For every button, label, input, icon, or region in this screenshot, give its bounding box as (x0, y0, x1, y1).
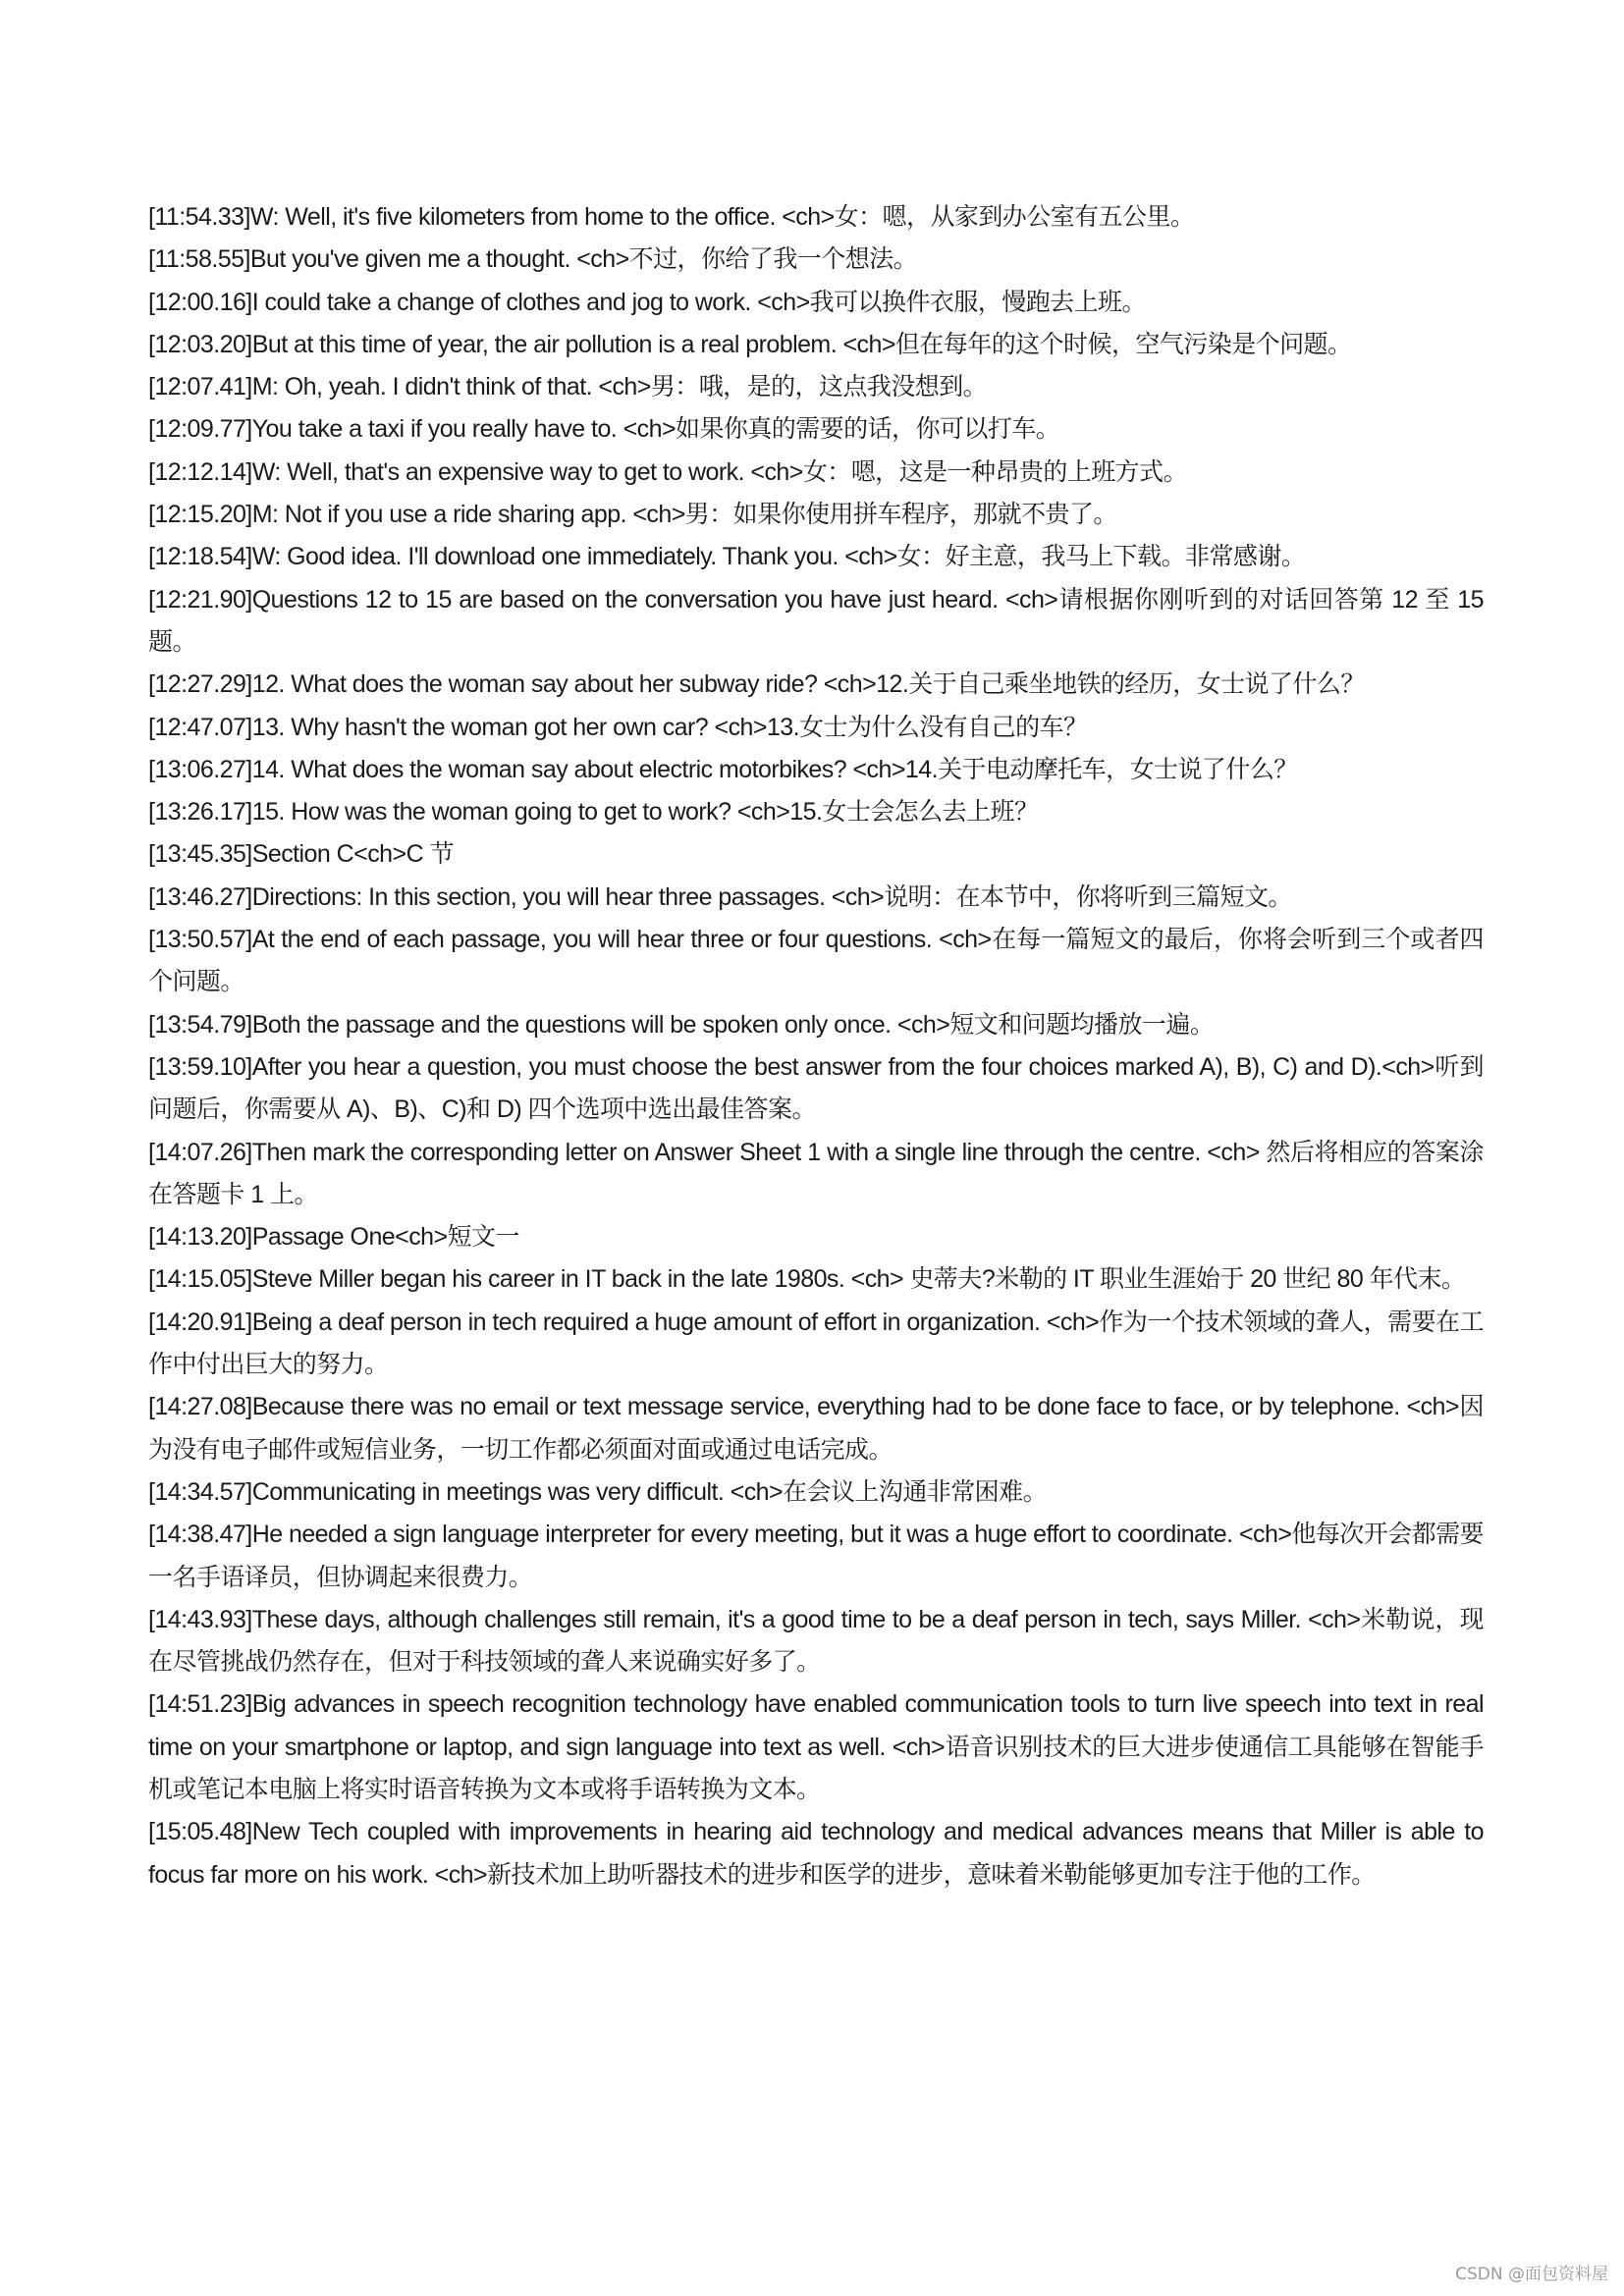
transcript-entry (148, 494, 1484, 536)
transcript-entry (148, 707, 1484, 749)
english-text: New Tech coupled with improvements in hearing aid technology and medical advances means that Miller is able to focus far more on his work. (148, 1818, 1484, 1889)
timestamp: [14:07.26] (148, 1138, 252, 1166)
timestamp: [11:54.33] (148, 203, 250, 231)
chinese-text: 米勒说，现在尽管挑战仍然存在，但对于科技领域的聋人来说确实好多了。 (148, 1605, 1484, 1677)
chinese-text: 史蒂夫?米勒的 IT 职业生涯始于 20 世纪 80 年代末。 (903, 1265, 1466, 1294)
chinese-text: 女：嗯，从家到办公室有五公里。 (834, 203, 1195, 231)
timestamp: [12:07.41] (148, 373, 252, 401)
chinese-text: 在会议上沟通非常困难。 (783, 1477, 1048, 1506)
timestamp: [14:20.91] (148, 1308, 252, 1336)
english-text: W: Good idea. I'll download one immediately. Thank you. (251, 543, 845, 571)
ch-tag: <ch> (852, 755, 905, 783)
transcript-entry (148, 452, 1484, 494)
chinese-text: 新技术加上助听器技术的进步和医学的进步，意味着米勒能够更加专注于他的工作。 (487, 1860, 1376, 1889)
english-text: Passage One (251, 1223, 396, 1252)
ch-tag: <ch> (714, 713, 767, 741)
transcript-entry (148, 1046, 1484, 1132)
timestamp: [14:51.23] (148, 1690, 252, 1719)
ch-tag: <ch> (434, 1860, 488, 1889)
ch-tag: <ch> (353, 840, 406, 869)
timestamp: [12:00.16] (148, 288, 252, 316)
timestamp: [15:05.48] (148, 1818, 252, 1846)
ch-tag: <ch> (1381, 1052, 1435, 1081)
transcript-entry (148, 366, 1484, 408)
ch-tag: <ch> (842, 330, 895, 358)
timestamp: [14:15.05] (148, 1265, 252, 1294)
transcript-entry (148, 579, 1484, 665)
transcript-entry (148, 1386, 1484, 1471)
english-text: He needed a sign language interpreter for every meeting, but it was a huge effort to coordinate. (251, 1521, 1239, 1549)
english-text: Directions: In this section, you will hear three passages. (251, 882, 832, 911)
chinese-text: 女：好主意，我马上下载。非常感谢。 (896, 543, 1306, 571)
transcript-entry (148, 1302, 1484, 1387)
english-text: M: Not if you use a ride sharing app. (251, 501, 633, 529)
ch-tag: <ch> (623, 415, 676, 444)
chinese-text: C 节 (406, 840, 454, 869)
transcript-entry (148, 1514, 1484, 1599)
ch-tag: <ch> (1406, 1393, 1459, 1421)
english-text: I could take a change of clothes and jog to work. (251, 288, 758, 316)
english-text: At the end of each passage, you will hear three or four questions. (251, 926, 940, 954)
ch-tag: <ch> (598, 373, 651, 401)
transcript-entry (148, 239, 1484, 281)
transcript-entry (148, 664, 1484, 706)
timestamp: [13:59.10] (148, 1052, 252, 1081)
ch-tag: <ch> (736, 798, 790, 827)
watermark: CSDN @面包资料屋 (1455, 2265, 1608, 2284)
chinese-text: 他每次开会都需要一名手语译员，但协调起来很费力。 (148, 1521, 1485, 1591)
english-text: 12. What does the woman say about her subway ride? (251, 670, 824, 699)
timestamp: [12:12.14] (148, 457, 252, 486)
english-text: Then mark the corresponding letter on Answer Sheet 1 with a single line through the centre. (251, 1138, 1208, 1166)
timestamp: [13:26.17] (148, 798, 252, 827)
transcript-entry (148, 536, 1484, 578)
english-text: These days, although challenges still remain, it's a good time to be a deaf person in tech, says Miller. (251, 1605, 1309, 1633)
chinese-text: 在每一篇短文的最后，你将会听到三个或者四个问题。 (148, 926, 1484, 996)
transcript-entry (148, 1132, 1484, 1217)
english-text: Big advances in speech recognition technology have enabled communication tools to turn live speech into text in real time on your smartphone or laptop, and sign language into text as well. (148, 1690, 1484, 1761)
transcript-entry (148, 282, 1484, 324)
transcript-entry (148, 833, 1484, 876)
english-text: Being a deaf person in tech required a huge amount of effort in organization. (251, 1308, 1047, 1336)
chinese-text: 请根据你刚听到的对话回答第 12 至 15 题。 (148, 585, 1484, 656)
transcript-entry (148, 1258, 1484, 1301)
transcript-entry (148, 749, 1484, 791)
timestamp: [12:15.20] (148, 501, 252, 529)
english-text: W: Well, that's an expensive way to get to work. (251, 457, 751, 486)
timestamp: [13:46.27] (148, 882, 252, 911)
timestamp: [11:58.55] (148, 245, 250, 274)
timestamp: [14:13.20] (148, 1223, 252, 1252)
ch-tag: <ch> (395, 1223, 448, 1252)
transcript-page (148, 196, 1484, 1896)
english-text: Communicating in meetings was very difficult. (251, 1477, 731, 1506)
chinese-text: 14.关于电动摩托车，女士说了什么？ (904, 755, 1298, 783)
ch-tag: <ch> (782, 203, 835, 231)
chinese-text: 短文和问题均播放一遍。 (949, 1010, 1215, 1039)
timestamp: [12:03.20] (148, 330, 252, 358)
english-text: But you've given me a thought. (249, 245, 577, 274)
chinese-text: 如果你真的需要的话，你可以打车。 (676, 415, 1060, 444)
english-text: W: Well, it's five kilometers from home to the office. (249, 203, 783, 231)
chinese-text: 听到问题后，你需要从 A)、B)、C)和 D) 四个选项中选出最佳答案。 (148, 1052, 1484, 1124)
transcript-entry (148, 196, 1484, 239)
english-text: M: Oh, yeah. I didn't think of that. (251, 373, 599, 401)
transcript-entry (148, 324, 1484, 366)
timestamp: [13:54.79] (148, 1010, 252, 1039)
timestamp: [13:06.27] (148, 755, 252, 783)
chinese-text: 男：哦，是的，这点我没想到。 (650, 373, 988, 401)
ch-tag: <ch> (632, 501, 685, 529)
transcript-entry (148, 1599, 1484, 1684)
ch-tag: <ch> (757, 288, 810, 316)
chinese-text: 女：嗯，这是一种昂贵的上班方式。 (802, 457, 1188, 486)
ch-tag: <ch> (850, 1265, 904, 1294)
timestamp: [13:50.57] (148, 926, 252, 954)
chinese-text: 说明：在本节中，你将听到三篇短文。 (884, 882, 1292, 911)
ch-tag: <ch> (1207, 1138, 1260, 1166)
english-text: Both the passage and the questions will be spoken only once. (251, 1010, 897, 1039)
transcript-entry (148, 408, 1484, 451)
ch-tag: <ch> (576, 245, 629, 274)
transcript-entry (148, 1216, 1484, 1258)
ch-tag: <ch> (1308, 1605, 1361, 1633)
timestamp: [14:43.93] (148, 1605, 252, 1633)
transcript-entry (148, 1004, 1484, 1046)
english-text: Steve Miller began his career in IT back in the late 1980s. (251, 1265, 851, 1294)
ch-tag: <ch> (730, 1477, 784, 1506)
english-text: Because there was no email or text message service, everything had to be done face to face, or by telephone. (251, 1393, 1407, 1421)
transcript-entry (148, 1811, 1484, 1896)
chinese-text: 因为没有电子邮件或短信业务，一切工作都必须面对面或通过电话完成。 (148, 1393, 1484, 1464)
ch-tag: <ch> (831, 882, 885, 911)
timestamp: [14:34.57] (148, 1477, 252, 1506)
chinese-text: 短文一 (447, 1223, 519, 1252)
chinese-text: 男：如果你使用拼车程序，那就不贵了。 (684, 501, 1117, 529)
chinese-text: 15.女士会怎么去上班？ (789, 798, 1039, 827)
timestamp: [12:21.90] (148, 585, 252, 614)
english-text: Questions 12 to 15 are based on the conversation you have just heard. (251, 585, 1005, 614)
english-text: But at this time of year, the air pollution is a real problem. (251, 330, 843, 358)
chinese-text: 语音识别技术的巨大进步使通信工具能够在智能手机或笔记本电脑上将实时语音转换为文本或将手语转换为文本。 (148, 1733, 1485, 1803)
transcript-entry (148, 877, 1484, 919)
ch-tag: <ch> (892, 1733, 946, 1761)
chinese-text: 13.女士为什么没有自己的车？ (766, 713, 1088, 741)
timestamp: [12:09.77] (148, 415, 252, 444)
chinese-text: 我可以换件衣服，慢跑去上班。 (809, 288, 1146, 316)
ch-tag: <ch> (1004, 585, 1058, 614)
english-text: Section C (251, 840, 354, 869)
timestamp: [12:18.54] (148, 543, 252, 571)
timestamp: [13:45.35] (148, 840, 252, 869)
english-text: You take a taxi if you really have to. (251, 415, 623, 444)
ch-tag: <ch> (896, 1010, 950, 1039)
english-text: After you hear a question, you must choose the best answer from the four choices marked A), B), C) and D). (251, 1052, 1382, 1081)
english-text: 15. How was the woman going to get to work? (251, 798, 737, 827)
ch-tag: <ch> (750, 457, 803, 486)
chinese-text: 然后将相应的答案涂在答题卡 1 上。 (148, 1138, 1484, 1208)
transcript-entry (148, 1471, 1484, 1514)
chinese-text: 不过，你给了我一个想法。 (628, 245, 918, 274)
chinese-text: 12.关于自己乘坐地铁的经历，女士说了什么？ (876, 670, 1365, 699)
timestamp: [14:27.08] (148, 1393, 252, 1421)
timestamp: [12:47.07] (148, 713, 252, 741)
ch-tag: <ch> (1238, 1521, 1292, 1549)
ch-tag: <ch> (1046, 1308, 1100, 1336)
ch-tag: <ch> (844, 543, 897, 571)
transcript-entry (148, 791, 1484, 833)
english-text: 14. What does the woman say about electric motorbikes? (251, 755, 853, 783)
transcript-entry (148, 919, 1484, 1004)
ch-tag: <ch> (939, 926, 992, 954)
english-text: 13. Why hasn't the woman got her own car? (251, 713, 715, 741)
timestamp: [12:27.29] (148, 670, 252, 699)
timestamp: [14:38.47] (148, 1521, 252, 1549)
chinese-text: 作为一个技术领域的聋人，需要在工作中付出巨大的努力。 (148, 1308, 1485, 1379)
ch-tag: <ch> (823, 670, 877, 699)
transcript-entry (148, 1683, 1484, 1811)
chinese-text: 但在每年的这个时候，空气污染是个问题。 (894, 330, 1352, 358)
